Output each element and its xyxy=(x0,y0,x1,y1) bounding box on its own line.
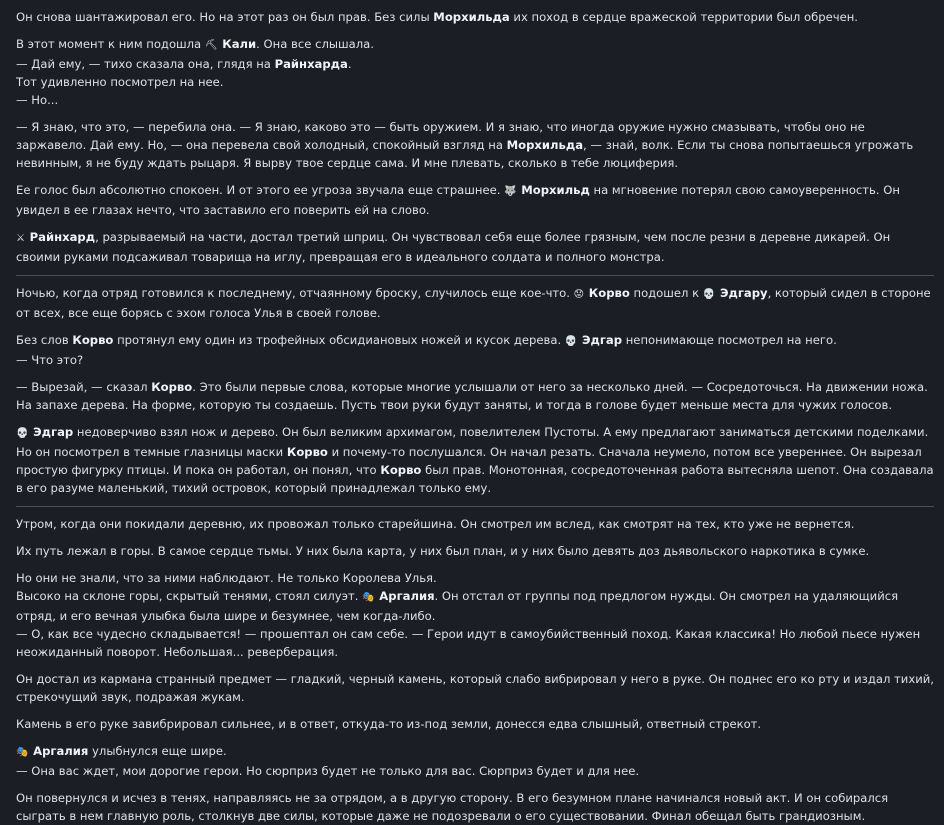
text-run: , который сидел в стороне от всех, все еще борясь с эхом голоса Улья в своей голове. xyxy=(16,286,931,320)
story-paragraph xyxy=(16,284,934,322)
text-run: Он достал из кармана странный предмет — гладкий, черный камень, который слабо вибрировал у него в руке. Он поднес его ко рту и издал тихий, стрекочущий звук, подражая жукам. xyxy=(16,672,934,704)
text-run: , разрываемый на части, достал третий шприц. Он чувствовал себя еще более грязным, чем после резни в деревне дикарей. Он своими руками подсаживал товарища на иглу, превращая его в идеального солдата и полного монстра. xyxy=(16,230,891,264)
text-run: — Она вас ждет, мои дорогие герои. Но сюрприз будет не только для вас. Сюрприз будет и для нее. xyxy=(16,764,640,778)
text-run: Он повернулся и исчез в тенях, направляясь не за отрядом, а в другую сторону. В его безумном плане начинался новый акт. И он собирался сыграть в нем главную роль, столкнув две силы, которые даже не подозревали о его существовании. Финал обещал быть грандиозным. xyxy=(16,791,889,823)
character-emoji-icon: 🎭 xyxy=(362,592,375,603)
character-name: Эдгару xyxy=(719,286,768,300)
character-emoji-icon: 😟 xyxy=(573,289,585,300)
character-name: Аргалия xyxy=(379,589,435,603)
text-run: — Вырезай, — сказал xyxy=(16,380,152,394)
character-name: Райнхард xyxy=(29,230,96,244)
story-paragraph xyxy=(16,118,934,172)
character-name: Морхильда xyxy=(506,138,584,152)
text-run: — Но... xyxy=(16,93,59,107)
character-emoji-icon: 💀 xyxy=(702,289,716,300)
character-name: Морхильд xyxy=(521,183,590,197)
text-run: Ее голос был абсолютно спокоен. И от этого ее угроза звучала еще страшнее. xyxy=(16,183,505,197)
character-name: Корво xyxy=(588,286,630,300)
text-run: Утром, когда они покидали деревню, их провожал только старейшина. Он смотрел им вслед, как смотрят на тех, кто уже не вернется. xyxy=(16,517,855,531)
character-emoji-icon: 💀 xyxy=(564,336,578,347)
character-name: Корво xyxy=(286,445,328,459)
text-run: . xyxy=(347,57,352,71)
character-emoji-icon: ⛏ xyxy=(204,40,218,51)
character-name: Корво xyxy=(72,333,114,347)
story-paragraph xyxy=(16,181,934,219)
story-paragraph xyxy=(16,789,934,825)
story-paragraph xyxy=(16,228,934,266)
text-run: — О, как все чудесно складывается! — прошептал он сам себе. — Герои идут в самоубийственный поход. Какая классика! Но любой пьесе нужен неожиданный поворот. Небольшая... реверберация. xyxy=(16,627,921,659)
character-name: Эдгар xyxy=(33,425,74,439)
character-name: Корво xyxy=(151,380,193,394)
text-run: Камень в его руке завибрировал сильнее, и в ответ, откуда-то из-под земли, донесся едва слышный, ответный стрекот. xyxy=(16,717,762,731)
character-emoji-icon: 🎭 xyxy=(16,747,29,758)
text-run: В этот момент к ним подошла xyxy=(16,37,205,51)
text-run: улыбнулся еще шире. xyxy=(88,744,227,758)
text-run: — Я знаю, что это, — перебила она. — Я знаю, каково это — быть оружием. И я знаю, что иногда оружие нужно смазывать, чтобы оно не заржавело. Дай ему. Но, — она перевела свой холодный, спокойный взгляд на xyxy=(16,120,865,152)
text-run: , — знай, волк. Если ты снова попытаешься угрожать невинным, я не буду ждать рыцаря. Я вырву твое сердце сама. И мне плевать, сколько в тебе люциферия. xyxy=(16,138,914,170)
story-paragraph xyxy=(16,742,934,780)
story-paragraph xyxy=(16,542,934,560)
text-run: Но они не знали, что за ними наблюдают. Не только Королева Улья. xyxy=(16,571,437,585)
story-paragraph xyxy=(16,515,934,533)
character-emoji-icon: 🐺 xyxy=(504,186,517,197)
text-run: их поход в сердце вражеской территории был обречен. xyxy=(509,10,858,24)
text-run: на мгновение потерял свою самоуверенность. Он увидел в ее глазах нечто, что заставило его поверить ей на слово. xyxy=(16,183,900,217)
text-run: Без слов xyxy=(16,333,73,347)
text-run: — Дай ему, — тихо сказала она, глядя на xyxy=(16,57,275,71)
story-paragraph xyxy=(16,378,934,414)
character-name: Корво xyxy=(380,463,422,477)
text-run: был прав. Монотонная, сосредоточенная работа вытесняла шепот. Она создавала в его разуме маленький, тихий островок, который принадлежал только ему. xyxy=(16,463,934,495)
text-run: — Что это? xyxy=(16,353,84,367)
story-paragraph xyxy=(16,35,934,109)
text-run: . Это были первые слова, которые многие услышали от него за несколько дней. — Сосредоточься. На движении ножа. На запахе дерева. На форме, которую ты создаешь. Пусть твои руки будут заняты, и тогда в голове будет меньше места для чужих голосов. xyxy=(16,380,928,412)
text-run: Ночью, когда отряд готовился к последнему, отчаянному броску, случилось еще кое-что. xyxy=(16,286,574,300)
story-paragraph xyxy=(16,670,934,706)
story-paragraph xyxy=(16,715,934,733)
text-run: недоверчиво взял нож и дерево. Он был великим архимагом, повелителем Пустоты. А ему предлагают заниматься детскими поделками. Но он посмотрел в темные глазницы маски xyxy=(16,425,929,459)
character-name: Аргалия xyxy=(33,744,89,758)
text-run: . Она все слышала. xyxy=(256,37,374,51)
character-name: Эдгар xyxy=(581,333,623,347)
character-emoji-icon: ⚔ xyxy=(16,233,25,244)
story-paragraph xyxy=(16,569,934,661)
character-name: Кали xyxy=(222,37,257,51)
story-paragraph xyxy=(16,331,934,369)
text-run: подошел к xyxy=(629,286,703,300)
section-divider xyxy=(16,275,934,276)
character-emoji-icon: 💀 xyxy=(16,428,29,439)
character-name: Райнхарда xyxy=(274,57,348,71)
section-divider xyxy=(16,506,934,507)
text-run: Высоко на склоне горы, скрытый тенями, стоял силуэт. xyxy=(16,589,363,603)
text-run: Их путь лежал в горы. В самое сердце тьмы. У них была карта, у них был план, и у них было девять доз дьявольского наркотика в сумке. xyxy=(16,544,870,558)
text-run: и почему-то послушался. Он начал резать. Сначала неумело, потом все увереннее. Он вырезал простую фигурку птицы. И пока он работал, он понял, что xyxy=(16,445,922,477)
character-name: Морхильда xyxy=(433,10,510,24)
text-run: Тот удивленно посмотрел на нее. xyxy=(16,75,224,89)
text-run: непонимающе посмотрел на него. xyxy=(622,333,837,347)
text-run: протянул ему один из трофейных обсидиановых ножей и кусок дерева. xyxy=(113,333,565,347)
story-paragraph xyxy=(16,423,934,497)
story-paragraph xyxy=(16,8,934,26)
text-run: Он снова шантажировал его. Но на этот раз он был прав. Без силы xyxy=(16,10,434,24)
text-run: . Он отстал от группы под предлогом нужды. Он смотрел на удаляющийся отряд, и его вечная улыбка была шире и безумнее, чем когда-либо. xyxy=(16,589,899,623)
